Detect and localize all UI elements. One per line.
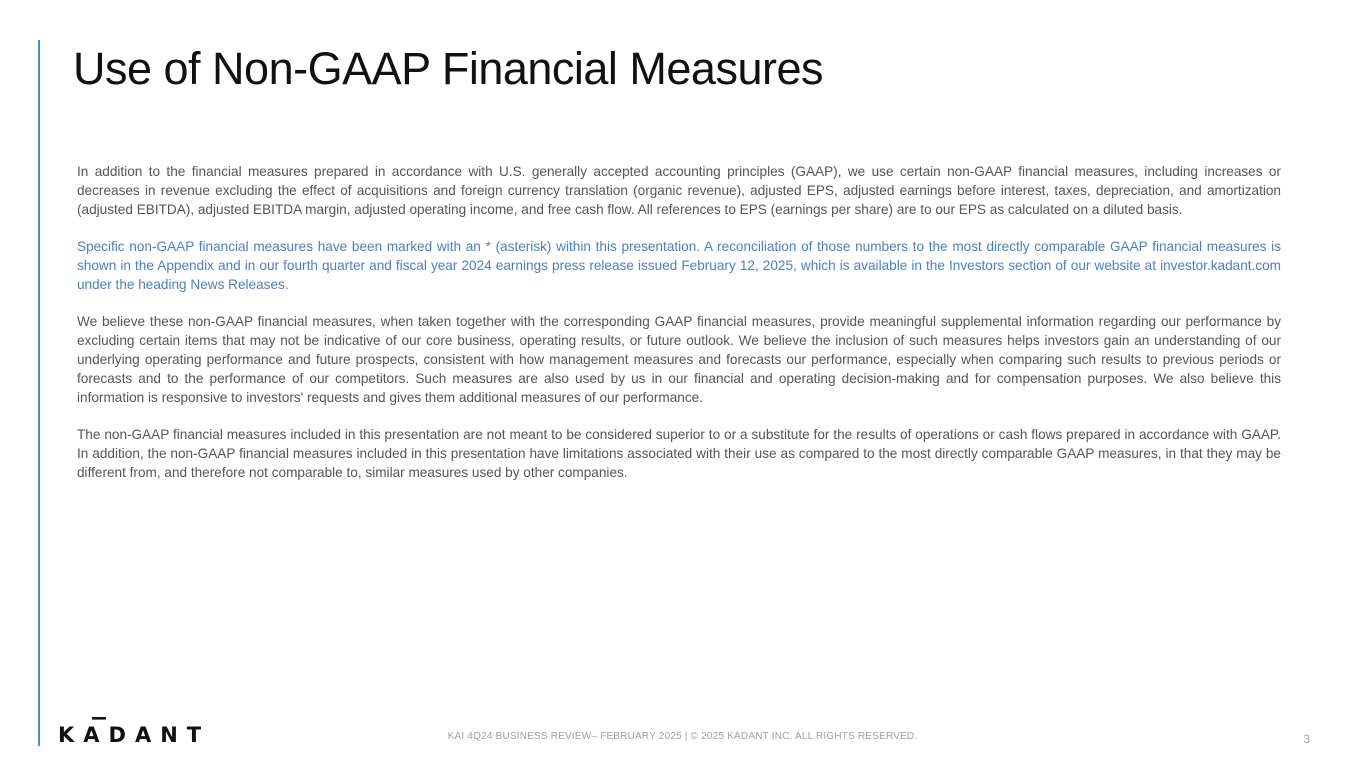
- page-number: 3: [1303, 732, 1310, 746]
- slide-title: Use of Non-GAAP Financial Measures: [73, 43, 823, 94]
- paragraph-limitations: The non-GAAP financial measures included in this presentation are not meant to be considered superior to or a substitute for the results of operations or cash flows prepared in accordance with GAAP. In addition, the non-GAAP financial measures included in this presentation have limitations associated with their use as compared to the most directly comparable GAAP measures, in that they may be different from, and therefore not comparable to, similar measures used by other companies.: [77, 427, 1281, 480]
- logo-macron: [92, 717, 106, 720]
- paragraph-definitions: In addition to the financial measures prepared in accordance with U.S. generally accepted accounting principles (GAAP), we use certain non-GAAP financial measures, including increases or decreases in revenue excluding the effect of acquisitions and foreign currency translation (organic revenue), adjusted EPS, adjusted earnings before interest, taxes, depreciation, and amortization (adjusted EBITDA), adjusted EBITDA margin, adjusted operating income, and free cash flow. All references to EPS (earnings per share) are to our EPS as calculated on a diluted basis.: [77, 164, 1281, 217]
- slide-accent-line: [38, 40, 40, 746]
- slide-body: [77, 162, 1281, 482]
- footer-copyright: KAI 4Q24 BUSINESS REVIEW– FEBRUARY 2025 | © 2025 KADANT INC. ALL RIGHTS RESERVED.: [447, 731, 918, 742]
- paragraph-rationale: We believe these non-GAAP financial measures, when taken together with the corresponding GAAP financial measures, provide meaningful supplemental information regarding our performance by excluding certain items that may not be indicative of our core business, operating results, or future outlook. We believe the inclusion of such measures helps investors gain an understanding of our underlying operating performance and future prospects, consistent with how management measures and forecasts our performance, especially when comparing such results to previous periods or forecasts and to the performance of our competitors. Such measures are also used by us in our financial and operating decision-making and for compensation purposes. We also believe this information is responsive to investors' requests and gives them additional measures of our performance.: [77, 314, 1281, 405]
- paragraph-reconciliation: Specific non-GAAP financial measures have been marked with an * (asterisk) within this presentation. A reconciliation of those numbers to the most directly comparable GAAP financial measures is shown in the Appendix and in our fourth quarter and fiscal year 2024 earnings press release issued February 12, 2025, which is available in the Investors section of our website at investor.kadant.com under the heading News Releases.: [77, 239, 1281, 292]
- logo-wordmark: KADANT: [58, 723, 211, 744]
